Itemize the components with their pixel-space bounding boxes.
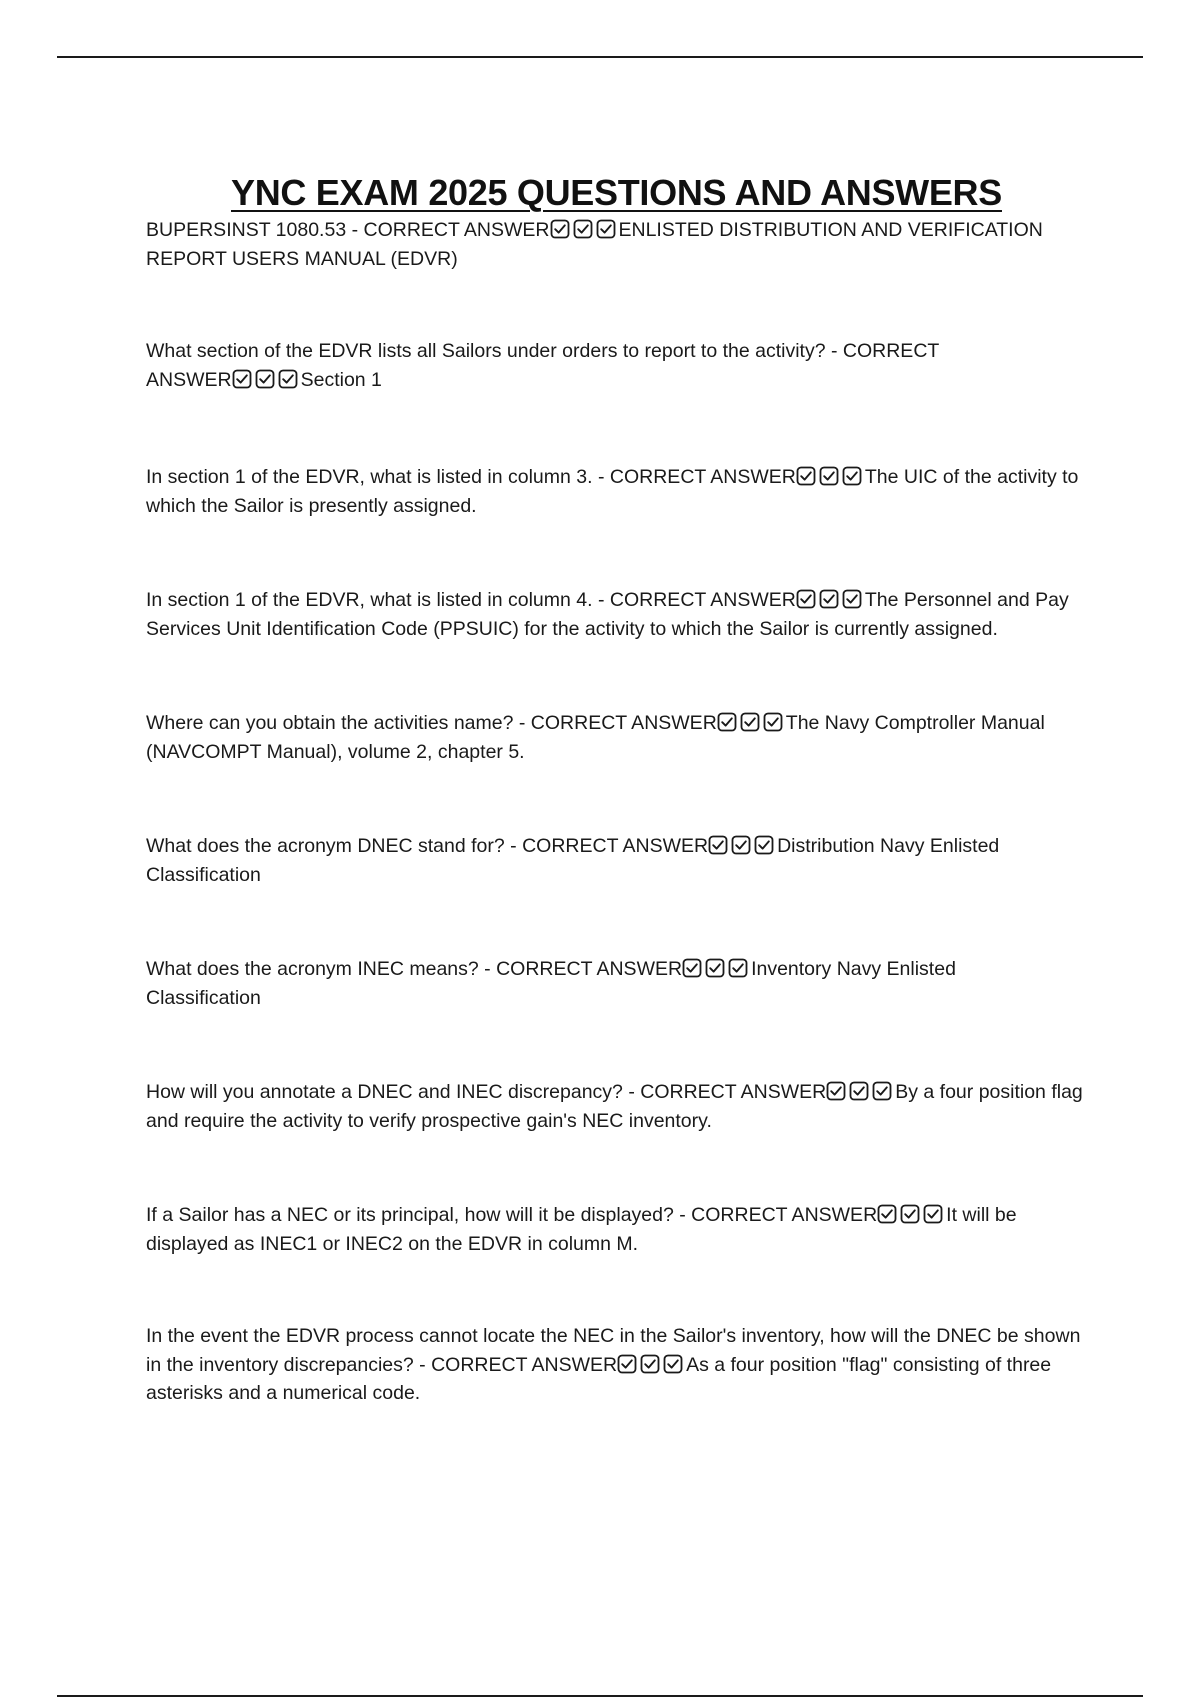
qa-item <box>146 955 1026 1012</box>
answer-text: The UIC of the activity to which the Sailor is presently assigned. <box>146 466 1079 517</box>
page-title: YNC EXAM 2025 QUESTIONS AND ANSWERS <box>231 172 1002 214</box>
checkbox-checked-icon <box>731 835 751 855</box>
correct-answer-label: - CORRECT ANSWER <box>513 712 717 734</box>
checkbox-checked-icon <box>663 1354 683 1374</box>
checkbox-checked-icon <box>842 589 862 609</box>
checkbox-checked-icon <box>232 369 252 389</box>
checkbox-checked-icon <box>255 369 275 389</box>
checkbox-checked-icon <box>278 369 298 389</box>
question-text: What does the acronym INEC means? <box>146 958 479 980</box>
correct-answer-label: - CORRECT ANSWER <box>592 589 796 611</box>
qa-item <box>146 1201 1096 1258</box>
checkbox-checked-icon <box>872 1081 892 1101</box>
checkbox-checked-icon <box>763 712 783 732</box>
checkbox-checked-icon <box>877 1204 897 1224</box>
correct-answer-label: - CORRECT ANSWER <box>346 219 550 241</box>
question-text: BUPERSINST 1080.53 <box>146 219 347 241</box>
answer-text: Distribution Navy Enlisted Classification <box>146 835 1000 886</box>
checkbox-checked-icon <box>826 1081 846 1101</box>
checkbox-checked-icon <box>842 466 862 486</box>
qa-item <box>146 463 1096 520</box>
checkbox-checked-icon <box>617 1354 637 1374</box>
answer-text: Inventory Navy Enlisted Classification <box>146 958 956 1009</box>
question-text: What section of the EDVR lists all Sailors under orders to report to the activity? <box>146 340 826 362</box>
qa-item <box>146 1078 1096 1135</box>
question-text: In section 1 of the EDVR, what is listed in column 4. <box>146 589 593 611</box>
qa-item <box>146 337 966 394</box>
checkbox-checked-icon <box>849 1081 869 1101</box>
checkbox-checked-icon <box>682 958 702 978</box>
answer-text: As a four position "flag" consisting of three asterisks and a numerical code. <box>146 1353 1052 1404</box>
checkbox-checked-icon <box>923 1204 943 1224</box>
checkbox-checked-icon <box>717 712 737 732</box>
correct-answer-label: - CORRECT ANSWER <box>673 1204 878 1226</box>
checkbox-checked-icon <box>573 219 593 239</box>
question-text: In the event the EDVR process cannot locate the NEC in the Sailor's inventory, how will the DNEC be shown in the inventory discrepancies? <box>146 1325 1081 1376</box>
qa-item <box>146 216 1096 273</box>
answer-text: By a four position flag and require the activity to verify prospective gain's NEC inventory. <box>146 1081 1083 1132</box>
qa-item <box>146 586 1096 643</box>
qa-item <box>146 832 1076 889</box>
correct-answer-label: - CORRECT ANSWER <box>622 1081 827 1103</box>
answer-text: ENLISTED DISTRIBUTION AND VERIFICATION REPORT USERS MANUAL (EDVR) <box>146 219 1043 270</box>
qa-item <box>146 709 1096 766</box>
answer-text: Section 1 <box>300 368 382 391</box>
checkbox-checked-icon <box>819 589 839 609</box>
question-text: In section 1 of the EDVR, what is listed in column 3. <box>146 466 593 488</box>
answer-text: The Navy Comptroller Manual (NAVCOMPT Manual), volume 2, chapter 5. <box>146 712 1045 763</box>
checkbox-checked-icon <box>640 1354 660 1374</box>
question-text: What does the acronym DNEC stand for? <box>146 835 505 857</box>
bottom-divider <box>57 1695 1143 1697</box>
correct-answer-label: - CORRECT ANSWER <box>146 340 939 391</box>
checkbox-checked-icon <box>819 466 839 486</box>
answer-text: It will be displayed as INEC1 or INEC2 on the EDVR in column M. <box>146 1204 1017 1255</box>
top-divider <box>57 56 1143 58</box>
checkbox-checked-icon <box>728 958 748 978</box>
checkbox-checked-icon <box>596 219 616 239</box>
question-text: Where can you obtain the activities name? <box>146 712 514 734</box>
checkbox-checked-icon <box>740 712 760 732</box>
answer-text: The Personnel and Pay Services Unit Identification Code (PPSUIC) for the activity to which the Sailor is currently assigned. <box>146 589 1069 640</box>
checkbox-checked-icon <box>708 835 728 855</box>
qa-item <box>146 1322 1096 1408</box>
question-text: If a Sailor has a NEC or its principal, how will it be displayed? <box>146 1204 674 1226</box>
question-text: How will you annotate a DNEC and INEC discrepancy? <box>146 1081 623 1103</box>
correct-answer-label: - CORRECT ANSWER <box>504 835 709 857</box>
correct-answer-label: - CORRECT ANSWER <box>592 466 796 488</box>
checkbox-checked-icon <box>900 1204 920 1224</box>
correct-answer-label: - CORRECT ANSWER <box>478 958 683 980</box>
checkbox-checked-icon <box>796 466 816 486</box>
checkbox-checked-icon <box>550 219 570 239</box>
correct-answer-label: - CORRECT ANSWER <box>413 1353 618 1376</box>
checkbox-checked-icon <box>796 589 816 609</box>
checkbox-checked-icon <box>754 835 774 855</box>
checkbox-checked-icon <box>705 958 725 978</box>
